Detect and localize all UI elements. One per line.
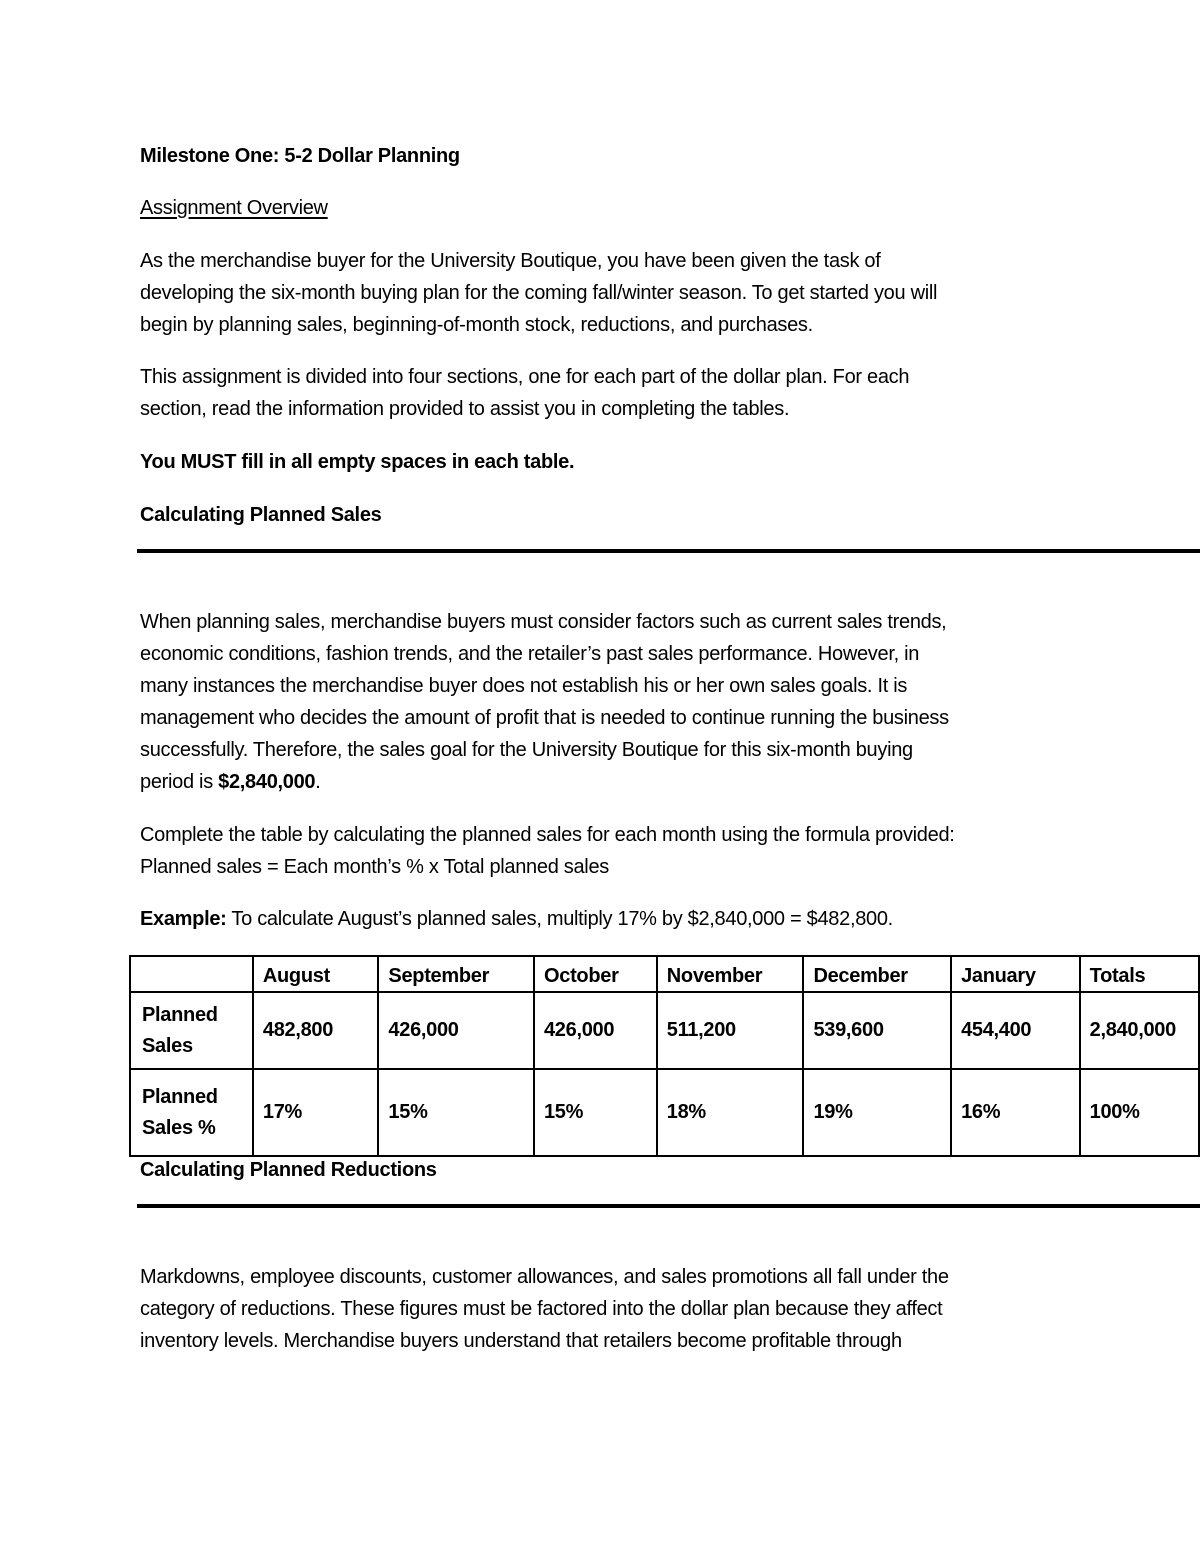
planning-line-4: management who decides the amount of profit that is needed to continue running the business: [140, 707, 949, 729]
planning-line-2: economic conditions, fashion trends, and the retailer’s past sales performance. However, in: [140, 643, 920, 665]
row-label-planned-sales: [130, 992, 253, 1069]
header-cell-november: November: [657, 956, 804, 992]
example-label: Example:: [140, 908, 227, 930]
period-prefix: period is: [140, 771, 219, 793]
sections-line-2: section, read the information provided to assist you in completing the tables.: [140, 398, 790, 420]
table-cell: 16%: [951, 1069, 1080, 1156]
reductions-line-3: inventory levels. Merchandise buyers understand that retailers become profitable through: [140, 1330, 902, 1352]
header-cell-october: October: [534, 956, 657, 992]
table-cell: 19%: [803, 1069, 951, 1156]
table-row-planned-sales-percent: [130, 1069, 1199, 1156]
example-line: [140, 903, 893, 935]
header-cell-september: September: [378, 956, 534, 992]
document-title: Milestone One: 5-2 Dollar Planning: [140, 145, 460, 167]
sections-line-1: This assignment is divided into four sections, one for each part of the dollar plan. For each: [140, 366, 910, 388]
row-label-line-1: Planned: [142, 1003, 218, 1026]
planning-line-6: [140, 766, 321, 798]
planned-sales-table: [129, 955, 1200, 1157]
table-cell: 539,600: [803, 992, 951, 1069]
row-label-line-2: Sales: [142, 1034, 193, 1057]
row-label-line-1: Planned: [142, 1085, 218, 1108]
reductions-line-2: category of reductions. These figures must be factored into the dollar plan because they affect: [140, 1298, 943, 1320]
planning-line-5: successfully. Therefore, the sales goal for the University Boutique for this six-month buying: [140, 739, 913, 761]
overview-heading: Assignment Overview: [140, 197, 328, 219]
header-cell-january: January: [951, 956, 1080, 992]
table-cell: 482,800: [253, 992, 379, 1069]
planning-line-1: When planning sales, merchandise buyers must consider factors such as current sales trends,: [140, 611, 947, 633]
table-header-row: [130, 956, 1199, 992]
row-label-planned-sales-percent: [130, 1069, 253, 1156]
reductions-line-1: Markdowns, employee discounts, customer allowances, and sales promotions all fall under the: [140, 1266, 949, 1288]
table-cell: 18%: [657, 1069, 804, 1156]
table-cell: 426,000: [534, 992, 657, 1069]
intro-line-2: developing the six-month buying plan for the coming fall/winter season. To get started you will: [140, 282, 938, 304]
example-text: To calculate August’s planned sales, multiply 17% by $2,840,000 = $482,800.: [226, 908, 893, 930]
table-cell: 100%: [1080, 1069, 1199, 1156]
row-label-line-2: Sales %: [142, 1116, 216, 1139]
table-cell: 15%: [534, 1069, 657, 1156]
planning-line-3: many instances the merchandise buyer does not establish his or her own sales goals. It is: [140, 675, 908, 697]
formula-line: Planned sales = Each month’s % x Total planned sales: [140, 856, 609, 878]
intro-line-1: As the merchandise buyer for the University Boutique, you have been given the task of: [140, 250, 881, 272]
table-cell: 454,400: [951, 992, 1080, 1069]
planned-sales-heading: Calculating Planned Sales: [140, 504, 382, 526]
intro-line-3: begin by planning sales, beginning-of-month stock, reductions, and purchases.: [140, 314, 813, 336]
section-divider: [137, 549, 1200, 553]
header-cell-august: August: [253, 956, 379, 992]
period-suffix: .: [315, 771, 321, 793]
table-row-planned-sales: [130, 992, 1199, 1069]
table-cell: 2,840,000: [1080, 992, 1199, 1069]
header-cell-totals: Totals: [1080, 956, 1199, 992]
table-cell: 511,200: [657, 992, 804, 1069]
header-cell-december: December: [803, 956, 951, 992]
section-divider: [137, 1204, 1200, 1208]
table-cell: 426,000: [378, 992, 534, 1069]
must-fill-note: You MUST fill in all empty spaces in each table.: [140, 451, 575, 473]
complete-instruction: Complete the table by calculating the planned sales for each month using the formula provided:: [140, 824, 955, 846]
header-cell-blank: [130, 956, 253, 992]
planned-reductions-heading: Calculating Planned Reductions: [140, 1159, 437, 1181]
table-cell: 17%: [253, 1069, 379, 1156]
sales-goal: $2,840,000: [218, 771, 316, 793]
table-cell: 15%: [378, 1069, 534, 1156]
